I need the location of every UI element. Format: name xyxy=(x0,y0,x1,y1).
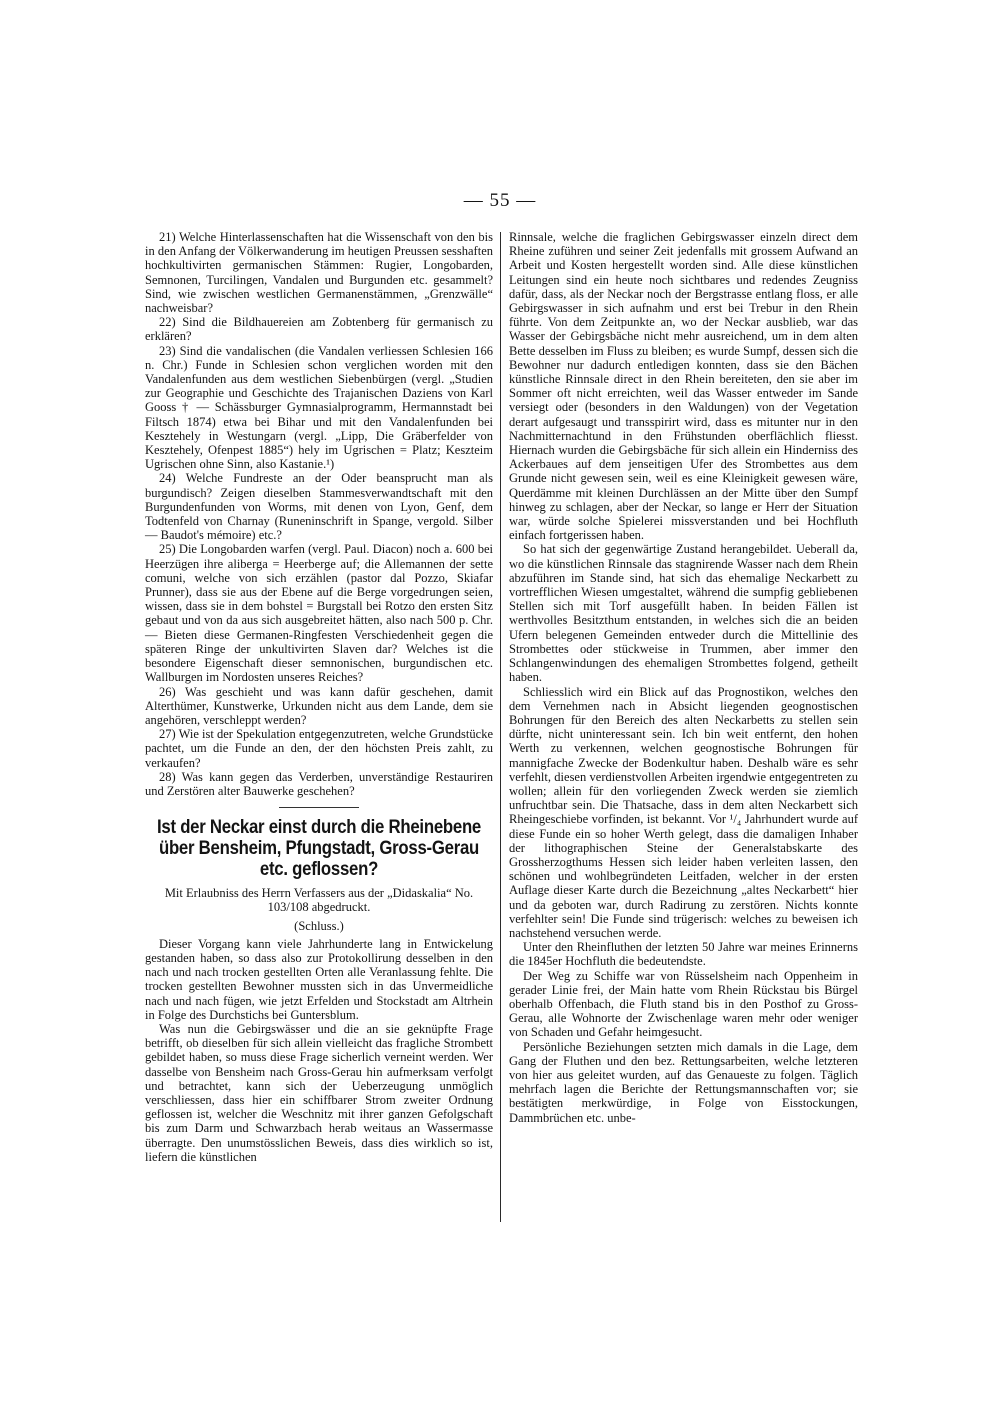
article-paragraph: Schliesslich wird ein Blick auf das Prognostikon, welches den dem Vernehmen nach in Absicht liegenden geognostischen Bohrungen für den Bereich des alten Neckarbetts zu stellen sein dürfte, nicht uninteressant sein. Ich bin weit entfernt, den hohen Werth zu verkennen, welchen geognostische Bohrungen für mannigfache Zwecke der Bodenkultur haben. Deshalb wäre es sehr verfehlt, diesen verdienstvollen Arbeiten irgendwie entgegentreten zu wollen; allein für den vorliegenden Zweck werden sie ziemlich unfruchtbar sein. Die Thatsache, dass in dem alten Neckarbett sich Rheingeschiebe vorfinden, ist bekannt. Vor ¹/₄ Jahrhundert wurde auf diese Funde ein so hoher Werth gelegt, dass die damaligen Inhaber der lithographischen Steine der Generalstabskarte des Grossherzogthums Hessen sich leider haben verleiten lassen, den schönen und wohlbegründeten Leitfaden, welcher in der ersten Auflage dieser Karte durch die Bezeichnung „altes Neckarbett“ hier und da geboten war, durch Radirung zu zerstören. Nichts konnte verfehlter sein! Die Funde sind trügerisch: welches zu beweisen ich nachstehend versuchen werde. xyxy=(509,684,858,940)
article-headline: Ist der Neckar einst durch die Rheinebene über Bensheim, Pfungstadt, Gross-Gerau etc. geflossen? xyxy=(156,816,482,881)
question-23: 23) Sind die vandalischen (die Vandalen verliessen Schlesien 166 n. Chr.) Funde in Schlesien schon verglichen worden mit den Vandalenfunden aus dem westlichen Siebenbürgen (vergl. „Studien zur Geographie und Geschichte des Trajanischen Daziens von Karl Gooss † — Schässburger Gymnasialprogramm, Hermannstadt bei Filtsch 1874) etwa bei Bihar und mit den Vandalenfunden bei Kesztehely in Westungarn (vergl. „Lipp, Die Gräberfelder von Kesztehely, Ofenpest 1885“) hely im Ugrischen = Platz; Keszteim Ugrischen ohne Sinn, also Kastanie.¹) xyxy=(145,343,493,472)
question-25: 25) Die Longobarden warfen (vergl. Paul. Diacon) noch a. 600 bei Heerzügen ihre aliberga = Heerberge auf; die Allemannen der sette comuni, welche von sich erzählen (pastor dal Pozzo, Skiafar Prunner), dass sie aus der Ebene auf die Berge vorgedrungen seien, wissen, dass sie in dem bohstel = Burgstall bei Rotzo den ersten Sitz gebaut und von da aus sich ausgebreitet hätten, also nach 500 p. Chr. — Bieten diese Germanen-Ringfesten Verschiedenheit gegen die späteren Ringe der unkultivirten Slaven dar? Welches ist die besondere Eigenschaft dieser semnonischen, burgundischen etc. Wallburgen im Nordosten unseres Reiches? xyxy=(145,542,493,685)
article-paragraph: Der Weg zu Schiffe war von Rüsselsheim nach Oppenheim in gerader Linie frei, der Main hatte vom Rhein Rückstau bis Bürgel oberhalb Offenbach, die Fluth stand bis in den Posthof zu Gross-Gerau, alle Wohnorte der Zwischenlage waren mehr oder weniger von Schaden und Gefahr heimgesucht. xyxy=(509,968,858,1040)
question-22: 22) Sind die Bildhauereien am Zobtenberg für germanisch zu erklären? xyxy=(145,315,493,344)
article-paragraph: Rinnsale, welche die fraglichen Gebirgswasser einzeln direct dem Rheine zuführen und seiner Zeit jedenfalls mit grossem Aufwand an Arbeit und Kosten hergestellt worden sind. Alle diese künstlichen Leitungen sind ein heute noch sichtbares und redendes Zeugniss dafür, dass, als der Neckar noch der Bergstrasse entlang floss, er alle Gebirgswasser in sich aufnahm und erst bei Trebur in den Rhein führte. Von dem Zeitpunkte an, wo der Neckar ausblieb, war das Wasser der Gebirgsbäche nicht mehr ausreichend, um in dem alten Bette desselben im Fluss zu bleiben; es wurde Sumpf, dessen sich die Bewohner nur dadurch entledigen konnten, dass sie den Bächen künstliche Rinnsale direct in den Rhein bereiteten, den sie aber im Sommer oft nicht erreichten, weil das Wasser entweder im Sande versiegt oder (besonders in den Waldungen) von der Vegetation derart aufgesaugt und transspirirt wird, dass es mitunter nur in den Nachmitternachtund in den Frühstunden oberflächlich fliesst. Hiernach wurden die Gebirgsbäche für sich allein ein Hinderniss des Ackerbaues auf dem jenseitigen Ufer des Strombettes aus dem Grunde nicht gewesen sein, weil es eine Kleinigkeit gewesen wäre, Querdämme mit kleinen Durchlässen an der Mitte über den Sumpf hinweg zu schlagen, aber der Neckar, so lange er Herr der Situation war, würde solche Spielerei missverstanden und bei Hochfluth einfach fortgerissen haben. xyxy=(509,230,858,543)
question-26: 26) Was geschieht und was kann dafür geschehen, damit Alterthümer, Kunstwerke, Urkunden nicht aus dem Lande, dem sie angehören, verschleppt werden? xyxy=(145,684,493,727)
article-paragraph: So hat sich der gegenwärtige Zustand herangebildet. Ueberall da, wo die künstlichen Rinnsale das stagnirende Wasser nach dem Rhein abzuführen im Stande sind, hat sich das ehemalige Neckarbett zu vortrefflichen Wiesen umgestaltet, während die sumpfig gebliebenen Stellen sich mit Torf ausgefüllt haben. In beiden Fällen ist werthvolles Besitzthum entstanden, in welches sich die an beiden Ufern belegenen Gemeinden entweder durch die Mittellinie des Strombettes oder stückweise in Trummen, aber immer den Schlangenwindungen des ehemaligen Strombettes folgend, getheilt haben. xyxy=(509,542,858,685)
article-paragraph: Persönliche Beziehungen setzten mich damals in die Lage, dem Gang der Fluthen und den bez. Rettungsarbeiten, welche letzteren von hier aus geleitet wurden, auf das Genaueste zu folgen. Täglich mehrfach lagen die Berichte der Rettungsmannschaften vor; sie bestätigten merkwürdige, in Folge von Eisstockungen, Dammbrüchen etc. unbe- xyxy=(509,1039,858,1125)
page-number: — 55 — xyxy=(463,190,537,211)
question-24: 24) Welche Fundreste an der Oder beansprucht man als burgundisch? Zeigen dieselben Stammesverwandtschaft mit den Burgundenfunden von Worms, mit denen von Lyon, Genf, dem Todtenfeld von Charnay (Runeninschrift in Spange, vergold. Silber — Baudot's mémoire) etc.? xyxy=(145,471,493,543)
left-column xyxy=(145,230,493,1164)
article-paragraph: Dieser Vorgang kann viele Jahrhunderte lang in Entwickelung gestanden haben, so dass also zur Protokollirung desselben in den nach und nach trocken gestellten Orten alle Veranlassung fehlte. Die trocken gestellten Bewohner mussten sich in das Unvermeidliche nach und nach fügen, wie jetzt Erfelden und Stockstadt am Altrhein in Folge des Durchstichs bei Guntersblum. xyxy=(145,936,493,1022)
question-28: 28) Was kann gegen das Verderben, unverständige Restauriren und Zerstören alter Bauwerke geschehen? xyxy=(145,769,493,798)
permission-note: Mit Erlaubniss des Herrn Verfassers aus der „Didaskalia“ No. 103/108 abgedruckt. xyxy=(164,886,474,915)
question-27: 27) Wie ist der Spekulation entgegenzutreten, welche Grundstücke pachtet, um die Funde an den, der den höchsten Preis zahlt, zu verkaufen? xyxy=(145,727,493,770)
section-separator xyxy=(279,807,359,808)
article-paragraph: Unter den Rheinfluthen der letzten 50 Jahre war meines Erinnerns die 1845er Hochfluth die bedeutendste. xyxy=(509,940,858,969)
schluss-note: (Schluss.) xyxy=(294,918,344,933)
right-column xyxy=(509,230,858,1125)
question-21: 21) Welche Hinterlassenschaften hat die Wissenschaft von den bis in den Anfang der Völkerwanderung im heutigen Preussen sesshaften hochkultivirten germanischen Stämmen: Rugier, Longobarden, Semnonen, Turcilingen, Vandalen und Burgunden etc. gesammelt? Sind, wie zwischen westlichen Germanenstämmen, „Grenzwälle“ nachweisbar? xyxy=(145,230,493,316)
article-paragraph: Was nun die Gebirgswässer und die an sie geknüpfte Frage betrifft, ob dieselben für sich allein vielleicht das fragliche Strombett gebildet haben, so muss diese Frage sicherlich verneint werden. Wer dasselbe von Bensheim nach Gross-Gerau hin aufmerksam verfolgt und betrachtet, kann sich der Ueberzeugung unmöglich verschliessen, dass hier ein schiffbarer Strom zweiter Ordnung geflossen ist, welcher die Weschnitz mit ihrer ganzen Gefolgschaft bis zum Darm und Schwarzbach herab weitaus an Wassermasse überragte. Den unumstösslichen Beweis, dass dies wirklich so ist, liefern die künstlichen xyxy=(145,1021,493,1164)
column-divider xyxy=(500,232,501,1222)
